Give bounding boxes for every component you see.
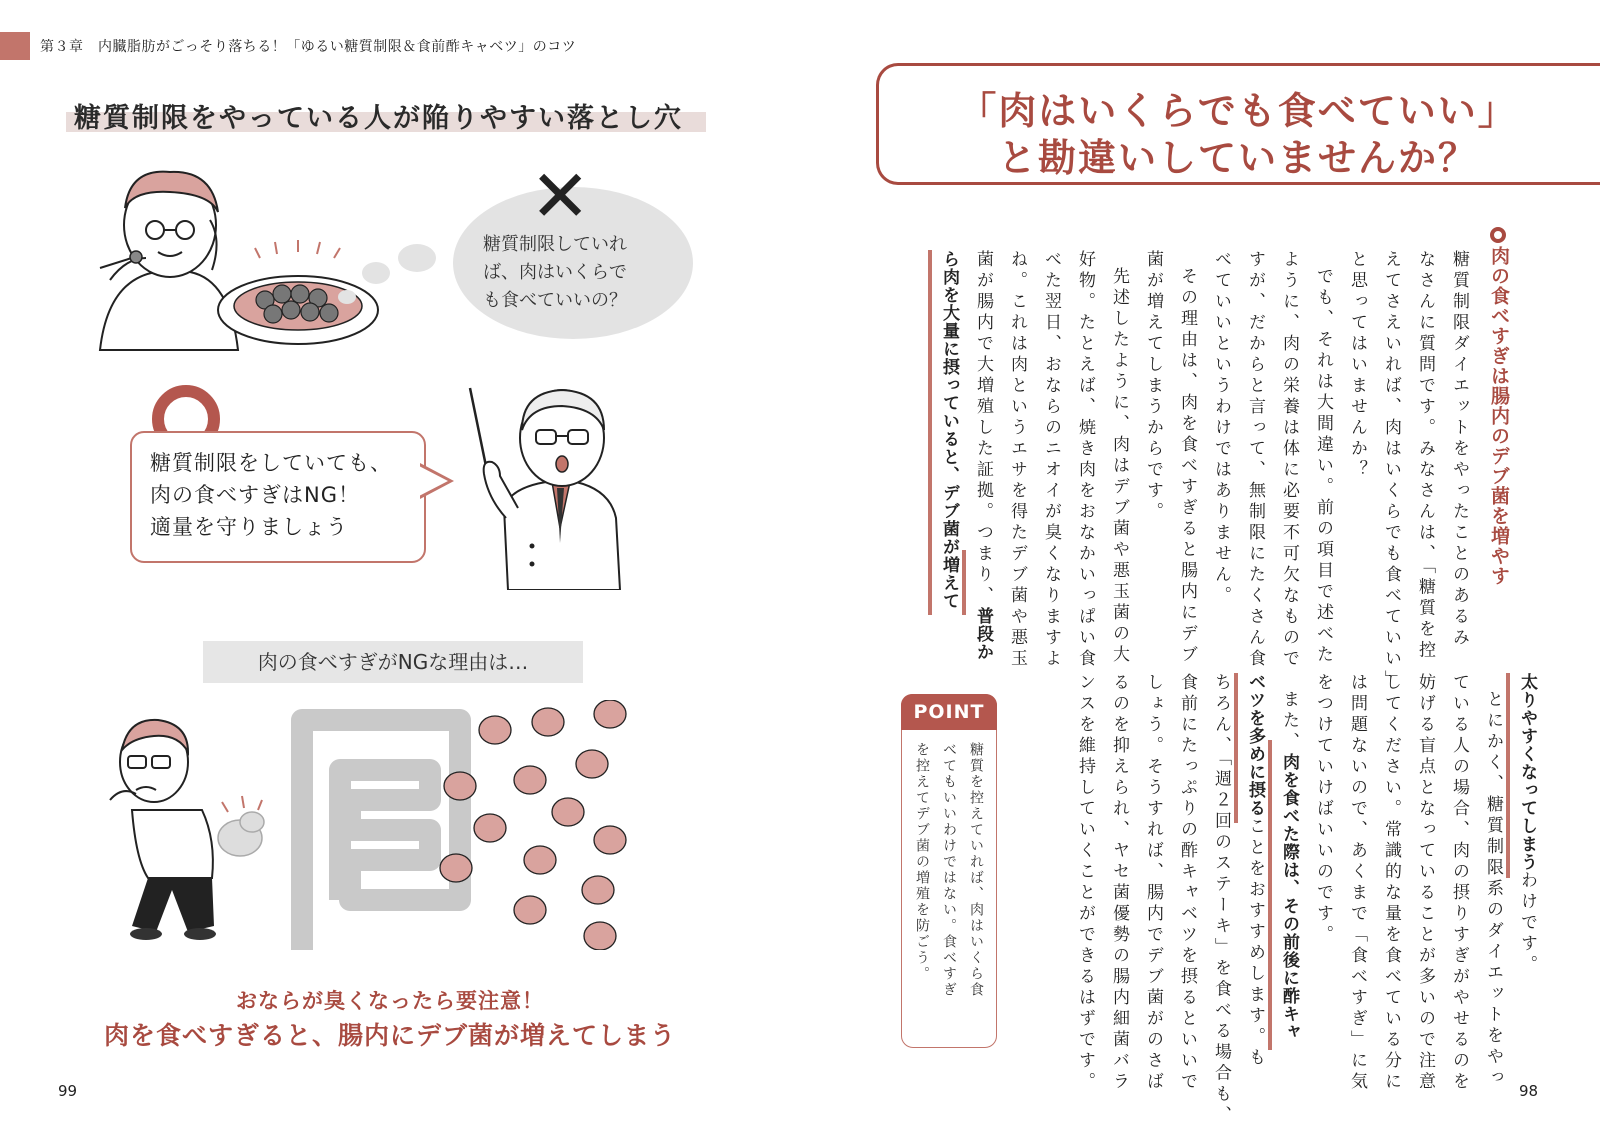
body-column: でも、それは大間違い。前の項目で述べた bbox=[1313, 267, 1333, 666]
body-column bbox=[1238, 673, 1272, 1069]
body-column bbox=[966, 250, 1000, 661]
thought-line: も食べていいの？ bbox=[483, 290, 627, 311]
body-column bbox=[1272, 690, 1306, 1070]
headline-line-2: と勘違いしていませんか？ bbox=[997, 136, 1478, 180]
body-column-emphasis bbox=[1510, 673, 1544, 1053]
caption-sub: おならが臭くなったら要注意！ bbox=[236, 989, 544, 1013]
body-column: ように、肉の栄養は体に必要不可欠なもので bbox=[1279, 250, 1299, 670]
body-column: は問題ないので、あくまで「食べすぎ」に気 bbox=[1347, 673, 1367, 1093]
emphasis-text: 肉を食べた際は、その前後に酢キャ bbox=[1279, 753, 1299, 1041]
body-column: ンスを維持していくことができるはずです。 bbox=[1075, 673, 1095, 1093]
emphasis-underline bbox=[928, 250, 932, 615]
x-mark-icon: ✕ bbox=[530, 154, 591, 238]
body-column: 糖質制限ダイエットをやったことのあるみ bbox=[1449, 250, 1469, 649]
chapter-marker bbox=[0, 32, 30, 60]
body-column: してください。常識的な量を食べている分に bbox=[1381, 673, 1401, 1093]
body-column: ている人の場合、肉の摂りすぎがやせるのを bbox=[1449, 673, 1469, 1093]
emphasis-text: 普段か bbox=[973, 607, 993, 661]
man-with-gas-icon bbox=[92, 710, 272, 950]
body-column: すが、だからと言って、無制限にたくさん食 bbox=[1245, 250, 1265, 670]
germ-cluster bbox=[430, 700, 640, 950]
body-text: 菌が腸内で大増殖した証拠。つまり、 bbox=[973, 250, 993, 607]
doctor-with-pointer-icon bbox=[448, 378, 628, 590]
body-column: その理由は、肉を食べすぎると腸内にデブ bbox=[1177, 267, 1197, 666]
body-column: とにかく、糖質制限系のダイエットをやっ bbox=[1483, 690, 1503, 1089]
thought-dot bbox=[362, 262, 390, 284]
body-column-emphasis: ら肉を大量に摂っていると、デブ菌が増えて bbox=[939, 250, 959, 610]
point-line: を控えてデブ菌の増殖を防ごう。 bbox=[914, 742, 930, 982]
body-column: 食前にたっぷりの酢キャベツを摂るといいで bbox=[1177, 673, 1197, 1093]
body-column: 好物。たとえば、焼き肉をおなかいっぱい食 bbox=[1075, 250, 1095, 670]
thought-bubble-text bbox=[483, 231, 673, 315]
body-text: ことをおすすめします。も bbox=[1245, 817, 1265, 1069]
speech-tail-inner bbox=[419, 466, 448, 496]
speech-bubble-text bbox=[150, 447, 420, 543]
body-column: 先述したように、肉はデブ菌や悪玉菌の大 bbox=[1109, 267, 1129, 666]
thought-line: 糖質制限していれ bbox=[483, 234, 627, 255]
body-column: 菌が増えてしまうからです。 bbox=[1143, 250, 1163, 523]
body-column: 妨げる盲点となっていることが多いので注意 bbox=[1415, 673, 1435, 1093]
heading-dot-icon bbox=[1490, 227, 1506, 243]
body-column: ね。これは肉というエサを得たデブ菌や悪玉 bbox=[1007, 250, 1027, 670]
reason-label: 肉の食べすぎがNGな理由は… bbox=[203, 641, 583, 683]
body-text: また、 bbox=[1279, 690, 1299, 753]
thought-line: ば、肉はいくらで bbox=[483, 262, 627, 283]
thought-dot bbox=[338, 290, 356, 304]
germ-icon bbox=[440, 700, 626, 950]
point-label: POINT bbox=[901, 694, 997, 730]
caption-main: 肉を食べすぎると、腸内にデブ菌が増えてしまう bbox=[103, 1021, 676, 1050]
body-text: わけです。 bbox=[1517, 871, 1537, 976]
body-column: と思ってはいませんか？ bbox=[1347, 250, 1367, 481]
body-column: しょう。そうすれば、腸内でデブ菌がのさば bbox=[1143, 673, 1163, 1093]
body-column: えてさえいれば、肉はいくらでも食べていい」 bbox=[1381, 250, 1401, 691]
headline-line-1: 「肉はいくらでも食べていい」 bbox=[958, 89, 1518, 133]
section-heading-text: 肉の食べすぎは腸内のデブ菌を増やす bbox=[1488, 246, 1510, 586]
point-line: べてもいいわけではない。食べすぎ bbox=[941, 742, 957, 998]
man-eating-meat-icon bbox=[70, 160, 390, 360]
body-column: るのを抑えられ、ヤセ菌優勢の腸内細菌バラ bbox=[1109, 673, 1129, 1093]
speech-line: 糖質制限をしていても、 bbox=[150, 451, 392, 475]
body-column: べていいというわけではありません。 bbox=[1211, 250, 1231, 607]
section-title-text: 糖質制限をやっている人が陥りやすい落とし穴 bbox=[74, 103, 683, 134]
page-number-right: 98 bbox=[1519, 1082, 1539, 1100]
section-heading bbox=[1482, 246, 1516, 586]
emphasis-text: ベツを多めに摂る bbox=[1245, 673, 1265, 817]
section-title bbox=[66, 96, 706, 136]
chapter-header: 第３章 内臓脂肪がごっそり落ちる！「ゆるい糖質制限＆食前酢キャベツ」のコツ bbox=[40, 39, 577, 55]
thought-dot bbox=[398, 244, 436, 272]
emphasis-text: 太りやすくなってしまう bbox=[1517, 673, 1537, 871]
point-line: 糖質を控えていれば、肉はいくら食 bbox=[968, 742, 984, 998]
body-column: なさんに質問です。みなさんは、「糖質を控 bbox=[1415, 250, 1435, 662]
body-column: べた翌日、おならのニオイが臭くなりますよ bbox=[1041, 250, 1061, 670]
page-number-left: 99 bbox=[58, 1082, 78, 1100]
speech-line: 肉の食べすぎはNG！ bbox=[150, 483, 360, 507]
body-column: ちろん、「週２回のステーキ」を食べる場合も、 bbox=[1211, 673, 1231, 1127]
body-column: をつけていけばいいのです。 bbox=[1313, 673, 1333, 946]
speech-line: 適量を守りましょう bbox=[150, 515, 348, 539]
